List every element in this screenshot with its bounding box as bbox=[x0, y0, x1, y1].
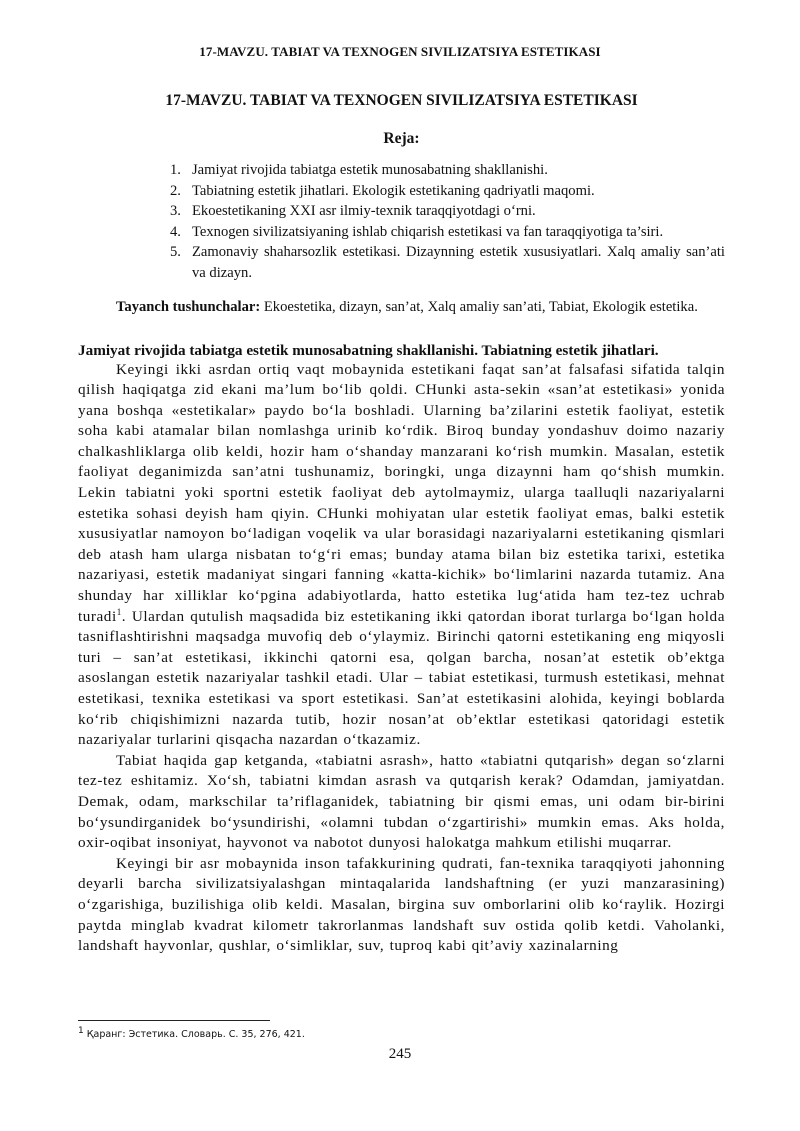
plan-item bbox=[170, 222, 725, 243]
paragraph-text: Keyingi ikki asrdan ortiq vaqt mobaynida estetikani faqat san’at falsafasi sifatida talqin qilish haqiqatga zid ekani ma’lum bo‘lib qoldi. CHunki asta-sekin «san’at estetikasi» yonida yana boshqa «estetikalar» paydo bo‘la boshladi. Ularning ba’zilarini estetik faoliyat, estetik soha kabi atamalar bilan nomlashga urinib ko‘rdik. Biroq bunday yondashuv doimo nazariy chalkashliklarga olib keldi, hozir ham o‘shanday manzarani ko‘rish mumkin. Masalan, estetik faoliyat deganimizda san’atni tushunamiz, boringki, unga dizaynni ham qo‘shish mumkin. Lekin tabiatni yoki sportni estetik faoliyat deb aytolmaymiz, ularga taalluqli nazariyalarni estetika sohasi deyish ham qiyin. CHunki mohiyatan ular estetik faoliyat emas, balki estetik xususiyatlar namoyon bo‘ladigan voqelik va ular borasidagi nazariyalarni estetikaning qismlari deb atash ham ularga nisbatan to‘g‘ri emas; bunday atama bilan biz estetika tarixi, estetika nazariyasi, estetik madaniyat singari fanning «katta-kichik» bo‘limlarini nazarda tutamiz. Ana shunday har xilliklar ko‘pgina adabiyotlarda, hatto estetika lug‘atida ham tez-tez uchrab turadi bbox=[78, 360, 725, 625]
plan-item-number: 3. bbox=[170, 203, 181, 219]
paragraph-text: . Ulardan qutulish maqsadida biz estetikaning ikki qatordan iborat turlarga bo‘lgan holda tasniflashtirishni maqsadga muvofiq deb o‘ylaymiz. Birinchi qatorni estetikaning eng miqyosli turi – san’at estetikasi, ikkinchi qatorni esa, qolgan barcha, nosan’at estetik ob’ektga asoslangan estetik nazariyalar tashkil etadi. Ular – tabiat estetikasi, turmush estetikasi, mehnat estetikasi, texnika estetikasi va sport estetikasi. San’at estetikasini alohida, keyingi boblarda ko‘rib chiqishimizni nazarda tutib, hozir nosan’at ob’ektlar estetikasi qatoridagi estetik nazariyalar turlarini qisqacha nazardan o‘tkazamiz. bbox=[78, 607, 725, 749]
plan-item bbox=[170, 160, 725, 181]
plan-item-text: Texnogen sivilizatsiyaning ishlab chiqarish estetikasi va fan taraqqiyotiga ta’siri. bbox=[192, 223, 664, 240]
plan-item bbox=[170, 242, 725, 283]
page-number: 245 bbox=[388, 1046, 412, 1062]
body-paragraph: Tabiat haqida gap ketganda, «tabiatni asrash», hatto «tabiatni qutqarish» degan so‘zlarni tez-tez eshitamiz. Xo‘sh, tabiatni kimdan asrash va qutqarish kerak? Odamdan, jamiyatdan. Demak, odam, markschilar ta’riflaganidek, tabiatning bir qismi emas, uni odam bir-birini bo‘ysundirganidek bo‘ysundirishi, «olamni tubdan o‘zgartirishi» mumkin emas. Aks holda, oxir-oqibat insoniyat, hayvonot va nabotot dunyosi halokatga mahkum etilishi muqarrar. bbox=[78, 751, 725, 852]
plan-list bbox=[78, 160, 725, 283]
plan-item-text: Jamiyat rivojida tabiatga estetik munosabatning shakllanishi. bbox=[192, 162, 548, 178]
keywords-paragraph bbox=[78, 297, 725, 318]
section-heading: Jamiyat rivojida tabiatga estetik munosabatning shakllanishi. Tabiatning estetik jihatlari. bbox=[78, 341, 659, 359]
footnote bbox=[78, 1025, 305, 1040]
body-paragraph bbox=[78, 360, 725, 751]
plan-item bbox=[170, 201, 725, 222]
keywords-text: Ekoestetika, dizayn, san’at, Xalq amaliy san’ati, Tabiat, Ekologik estetika. bbox=[260, 299, 698, 315]
plan-heading: Reja: bbox=[383, 130, 420, 147]
page-title: 17-MAVZU. TABIAT VA TEXNOGEN SIVILIZATSIYA ESTETIKASI bbox=[165, 92, 638, 109]
plan-item-text: Ekoestetikaning XXI asr ilmiy-texnik taraqqiyotdagi o‘rni. bbox=[192, 203, 536, 219]
plan-item-text: Zamonaviy shaharsozlik estetikasi. Dizaynning estetik xususiyatlari. Xalq amaliy san’ati va dizayn. bbox=[192, 244, 725, 281]
page-body bbox=[78, 92, 725, 957]
plan-item bbox=[170, 181, 725, 202]
running-header: 17-MAVZU. TABIAT VA TEXNOGEN SIVILIZATSIYA ESTETIKASI bbox=[199, 44, 601, 59]
plan-item-number: 5. bbox=[170, 244, 181, 260]
keywords-label: Tayanch tushunchalar: bbox=[116, 299, 261, 315]
plan-item-text: Tabiatning estetik jihatlari. Ekologik estetikaning qadriyatli maqomi. bbox=[192, 182, 595, 199]
footnote-reference[interactable]: 1 bbox=[116, 606, 122, 617]
plan-item-number: 4. bbox=[170, 223, 181, 240]
footnote-mark: 1 bbox=[78, 1025, 84, 1036]
footnote-divider bbox=[78, 1020, 270, 1021]
plan-item-number: 1. bbox=[170, 162, 181, 178]
footnote-text: Қаранг: Эстетика. Словарь. С. 35, 276, 421. bbox=[83, 1029, 305, 1040]
plan-item-number: 2. bbox=[170, 182, 181, 199]
body-paragraph: Keyingi bir asr mobaynida inson tafakkurining qudrati, fan-texnika taraqqiyoti jahonning deyarli barcha sivilizatsiyalashgan mintaqalarida landshaftning (er yuzi manzarasining) o‘zgarishiga, buzilishiga olib keldi. Masalan, birgina suv omborlarini olib ko‘raylik. Hozirgi paytda minglab kvadrat kilometr takrorlanmas landshaft suv ostida qolib ketdi. Vaholanki, landshaft hayvonlar, qushlar, o‘simliklar, suv, tuproq kabi qit’aviy xazinalarning bbox=[78, 854, 725, 955]
